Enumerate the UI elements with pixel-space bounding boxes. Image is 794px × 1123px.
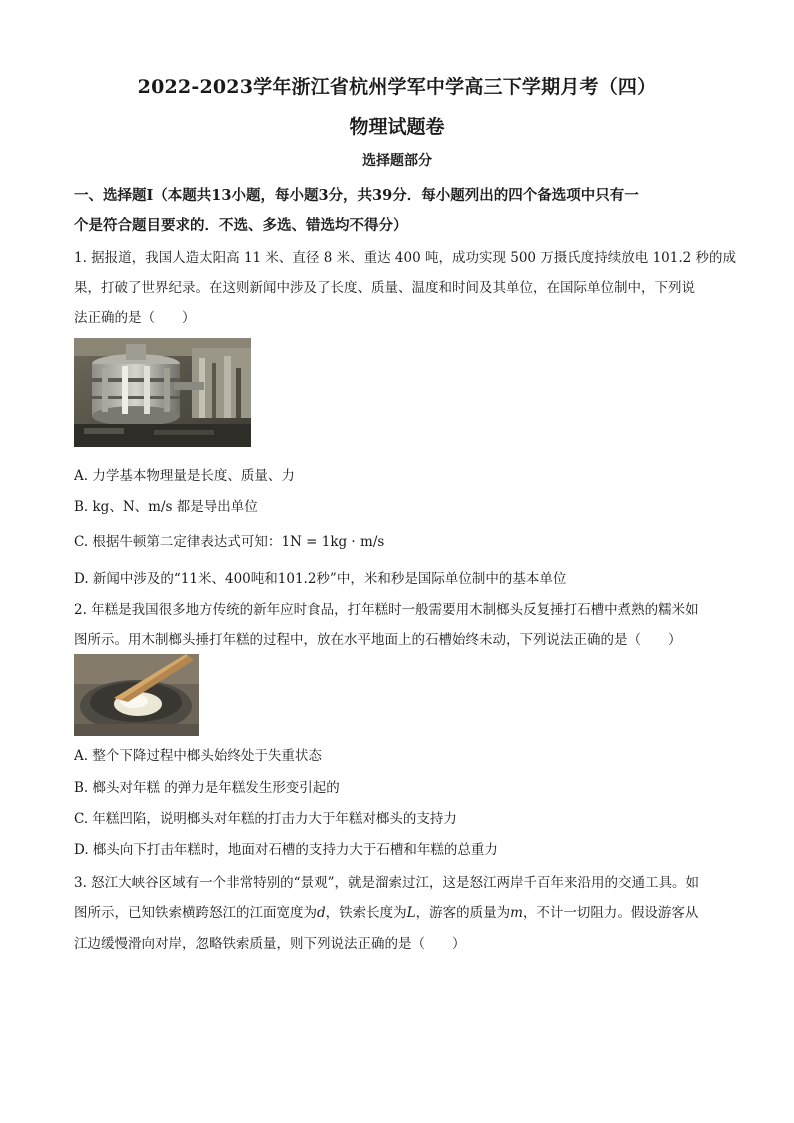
q1-option-d: D. 新闻中涉及的“11米、400吨和101.2秒”中，米和秒是国际单位制中的基本单位 bbox=[74, 571, 567, 587]
q3-stem-text-a: 图所示，已知铁索横跨怒江的江面宽度为 bbox=[74, 905, 317, 921]
q2-option-a: A. 整个下降过程中榔头始终处于失重状态 bbox=[74, 748, 322, 764]
q2-stem-line2: 图所示。用木制榔头捶打年糕的过程中，放在水平地面上的石槽始终未动，下列说法正确的是（ ） bbox=[74, 632, 682, 648]
q2-rice-cake-photo bbox=[74, 654, 199, 736]
q3-var-l: L bbox=[406, 905, 416, 921]
q3-stem-line3: 江边缓慢滑向对岸，忽略铁索质量，则下列说法正确的是（ ） bbox=[74, 936, 466, 952]
q1-stem-line1: 1. 据报道，我国人造太阳高 11 米、直径 8 米、重达 400 吨，成功实现 500 万摄氏度持续放电 101.2 秒的成 bbox=[74, 250, 737, 266]
q1-option-c-text: C. 根据牛顿第二定律表达式可知： bbox=[74, 534, 282, 550]
q2-stem-line1: 2. 年糕是我国很多地方传统的新年应时食品，打年糕时一般需要用木制榔头反复捶打石槽中煮熟的糯米如 bbox=[74, 602, 699, 618]
q1-tokamak-photo bbox=[74, 338, 251, 447]
q1-option-c-formula: 1N = 1kg · m/s bbox=[281, 534, 385, 550]
q3-stem-text-d: ，不计一切阻力。假设游客从 bbox=[522, 905, 699, 921]
section-instructions-line2: 个是符合题目要求的．不选、多选、错选均不得分） bbox=[74, 217, 408, 234]
q3-stem-text-b: ，铁索长度为 bbox=[325, 905, 407, 921]
q2-option-b: B. 榔头对年糕 的弹力是年糕发生形变引起的 bbox=[74, 780, 340, 796]
tokamak-image bbox=[74, 338, 251, 447]
q3-var-d: d bbox=[317, 905, 326, 921]
q3-var-m: m bbox=[510, 905, 523, 921]
mortar-image bbox=[74, 654, 199, 736]
q3-stem-line2 bbox=[74, 901, 734, 921]
q1-stem-line2: 果，打破了世界纪录。在这则新闻中涉及了长度、质量、温度和时间及其单位，在国际单位制中，下列说 bbox=[74, 280, 695, 296]
q2-option-d: D. 榔头向下打击年糕时，地面对石槽的支持力大于石槽和年糕的总重力 bbox=[74, 842, 498, 858]
exam-subject: 物理试题卷 bbox=[349, 116, 445, 138]
q3-stem-line1: 3. 怒江大峡谷区域有一个非常特别的“景观”，就是溜索过江，这是怒江两岸千百年来沿用的交通工具。如 bbox=[74, 875, 699, 891]
q1-stem-line3: 法正确的是（ ） bbox=[74, 310, 196, 326]
q3-stem-text-c: ，游客的质量为 bbox=[415, 905, 511, 921]
q2-option-c: C. 年糕凹陷，说明榔头对年糕的打击力大于年糕对榔头的支持力 bbox=[74, 811, 457, 827]
section-instructions-line1: 一、选择题Ⅰ（本题共13小题，每小题3分，共39分．每小题列出的四个备选项中只有一 bbox=[74, 187, 639, 204]
q1-option-a: A. 力学基本物理量是长度、质量、力 bbox=[74, 468, 295, 484]
part-heading: 选择题部分 bbox=[362, 153, 432, 169]
q1-option-c bbox=[74, 530, 734, 550]
exam-title: 2022-2023学年浙江省杭州学军中学高三下学期月考（四） bbox=[137, 76, 657, 98]
q1-option-b: B. kg、N、m/s 都是导出单位 bbox=[74, 499, 258, 515]
